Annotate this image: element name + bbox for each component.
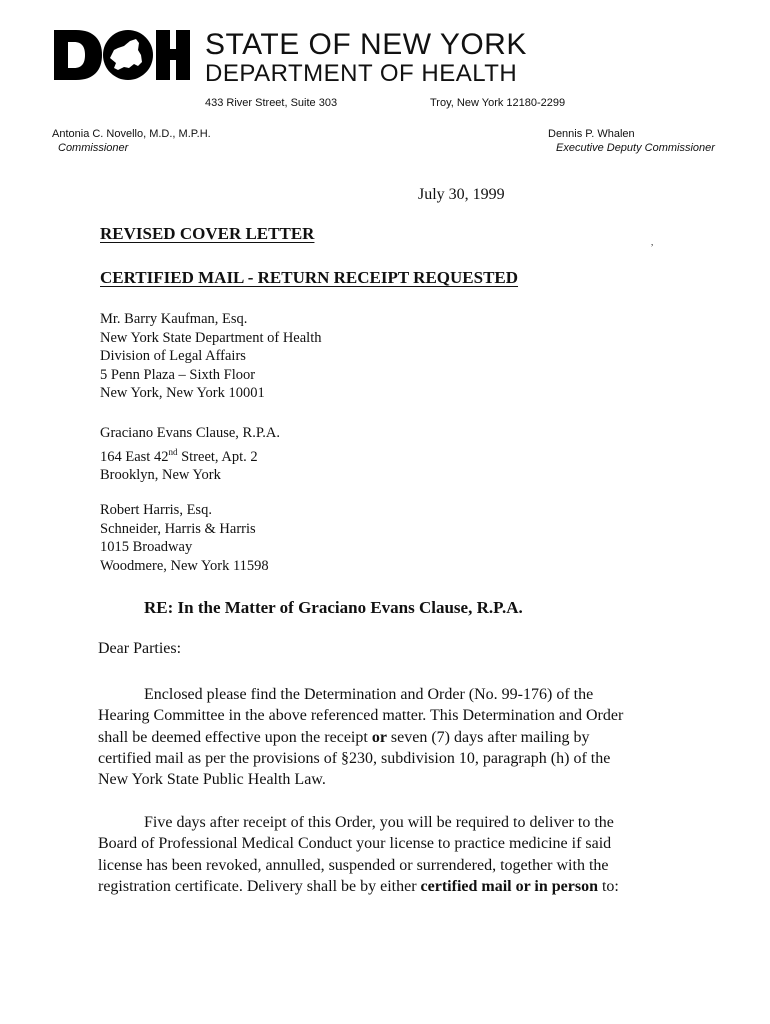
paragraph-line: Hearing Committee in the above referenced matter. This Determination and Order [98, 707, 624, 725]
text-span: seven (7) days after mailing by [386, 728, 590, 746]
street-rest: Street, Apt. 2 [177, 448, 258, 465]
text-span: to: [597, 877, 619, 895]
paragraph-2 [98, 812, 619, 897]
address-line: New York State Department of Health [100, 329, 322, 346]
address-line: Graciano Evans Clause, R.P.A. [100, 425, 281, 441]
commissioner-block [52, 127, 211, 155]
address-line: 5 Penn Plaza – Sixth Floor [100, 366, 256, 383]
department-street-address: 433 River Street, Suite 303 [205, 97, 338, 109]
address-line: Division of Legal Affairs [100, 348, 246, 365]
paragraph-line: certified mail as per the provisions of §230, subdivision 10, paragraph (h) of the [98, 749, 611, 767]
commissioner-title: Commissioner [58, 142, 129, 154]
paragraph-line: New York State Public Health Law. [98, 771, 326, 789]
department-name: DEPARTMENT OF HEALTH [205, 60, 518, 87]
address-line: Robert Harris, Esq. [100, 502, 212, 518]
bold-text: certified mail or in person [420, 877, 598, 895]
paragraph-line: Five days after receipt of this Order, you will be required to deliver to the [144, 814, 614, 831]
street-number: 164 East 42 [100, 448, 169, 465]
address-line [100, 443, 280, 466]
deputy-commissioner-title: Executive Deputy Commissioner [556, 142, 715, 154]
commissioner-name: Antonia C. Novello, M.D., M.P.H. [52, 128, 211, 140]
department-state-title: STATE OF NEW YORK [205, 28, 527, 61]
ordinal-suffix: nd [168, 446, 178, 457]
address-line: Schneider, Harris & Harris [100, 520, 256, 537]
address-line: 1015 Broadway [100, 539, 193, 556]
department-city-address: Troy, New York 12180-2299 [430, 97, 566, 109]
deputy-commissioner-name: Dennis P. Whalen [548, 128, 635, 140]
address-line: New York, New York 10001 [100, 385, 265, 402]
re-subject-line: RE: In the Matter of Graciano Evans Clause, R.P.A. [144, 598, 523, 617]
certified-mail-heading: CERTIFIED MAIL - RETURN RECEIPT REQUESTED [100, 268, 519, 287]
paragraph-1 [98, 684, 623, 790]
doh-logo [52, 28, 192, 82]
address-line: Brooklyn, New York [100, 467, 221, 484]
bold-text: or [371, 728, 387, 746]
address-line: Woodmere, New York 11598 [100, 557, 269, 574]
recipient-address-1 [100, 310, 321, 403]
paragraph-line [98, 727, 623, 748]
revised-cover-letter-heading: REVISED COVER LETTER [100, 224, 315, 243]
text-span: shall be deemed effective upon the receipt [98, 728, 372, 746]
text-span: registration certificate. Delivery shall be by either [98, 877, 421, 895]
letter-date: July 30, 1999 [418, 186, 505, 203]
paragraph-line: Enclosed please find the Determination and Order (No. 99-176) of the [144, 686, 594, 703]
paragraph-line: Board of Professional Medical Conduct your license to practice medicine if said [98, 835, 612, 853]
paragraph-line: license has been revoked, annulled, suspended or surrendered, together with the [98, 856, 609, 874]
stray-mark: , [651, 237, 654, 247]
deputy-commissioner-block [548, 127, 715, 155]
address-line: Mr. Barry Kaufman, Esq. [100, 311, 248, 327]
paragraph-line [98, 876, 619, 897]
recipient-address-3 [100, 501, 269, 575]
recipient-address-2 [100, 424, 280, 485]
salutation: Dear Parties: [98, 640, 182, 657]
